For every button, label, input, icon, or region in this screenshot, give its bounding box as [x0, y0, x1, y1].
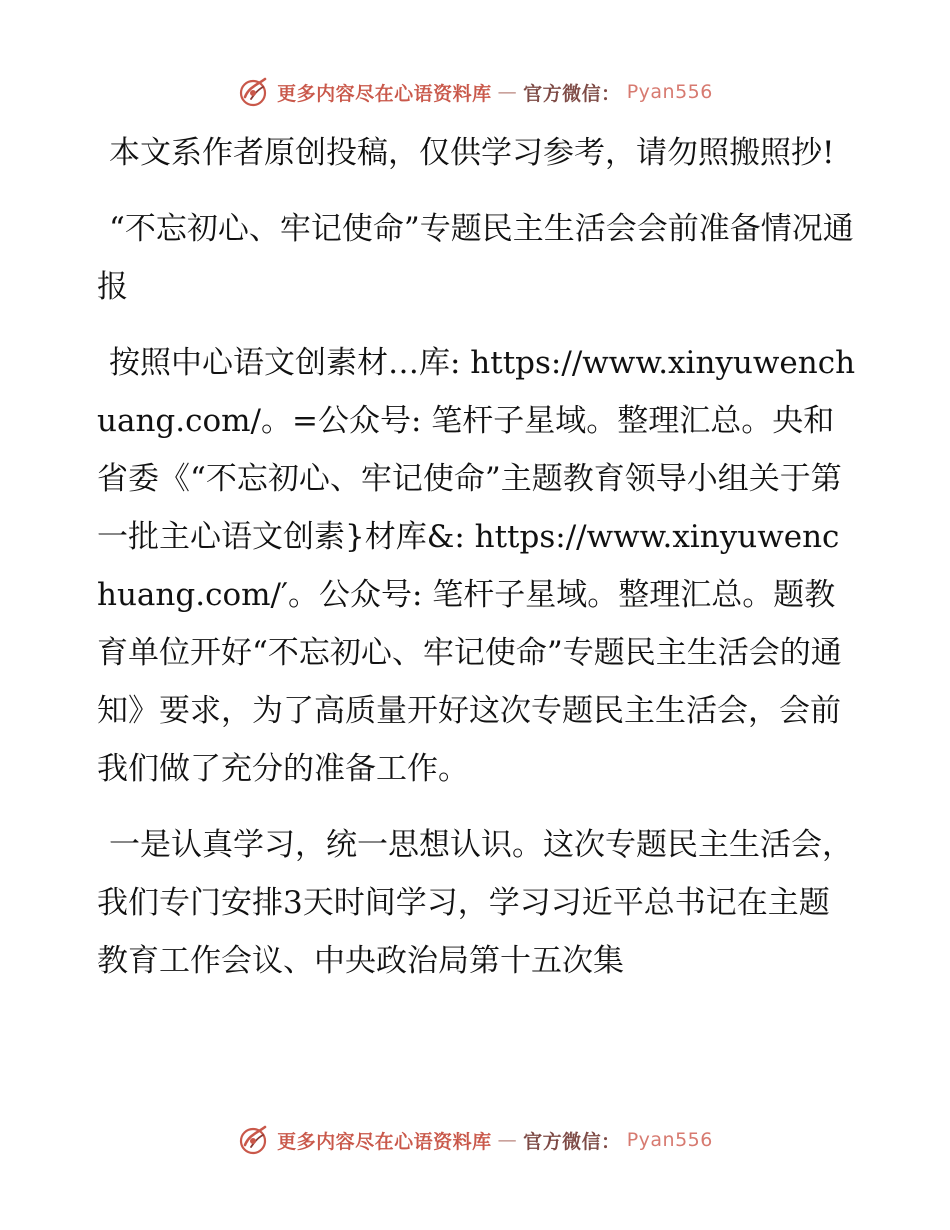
body-paragraph: 一是认真学习，统一思想认识。这次专题民主生活会，我们专门安排3天时间学习，学习习近平总书记在主题教育工作会议、中央政治局第十五次集 [97, 827, 853, 979]
disclaimer-paragraph: 本文系作者原创投稿，仅供学习参考，请勿照搬照抄! [109, 135, 835, 171]
document-body [97, 124, 857, 1008]
quill-swirl-logo-icon [237, 75, 271, 109]
header-watermark-banner [0, 72, 950, 112]
footer-watermark-banner [0, 1120, 950, 1160]
quill-swirl-logo-icon [237, 1123, 271, 1157]
footer-banner-label: 官方微信： [523, 1130, 621, 1153]
header-banner-text: 更多内容尽在心语资料库 [277, 82, 492, 105]
header-banner-id: Pyan556 [626, 81, 713, 103]
footer-banner-dash: — [497, 1129, 518, 1151]
footer-banner-id: Pyan556 [626, 1129, 713, 1151]
header-banner-label: 官方微信： [523, 82, 621, 105]
body-paragraph: 按照中心语文创素材…库: https://www.xinyuwenchuang.com/。=公众号: 笔杆子星域。整理汇总。央和省委《“不忘初心、牢记使命”主题教育领导小组关于第一批主心语文创素}材库&: https://www.xinyuwenchuang.com/′。公众号: 笔杆子星域。整理汇总。题教育单位开好“不忘初心、牢记使命”专题民主生活会的通知》要求，为了高质量开好这次专题民主生活会，会前我们做了充分的准备工作。 [97, 345, 856, 787]
header-banner-dash: — [497, 81, 518, 103]
document-title: “不忘初心、牢记使命”专题民主生活会会前准备情况通报 [97, 211, 854, 305]
footer-banner-text: 更多内容尽在心语资料库 [277, 1130, 492, 1153]
